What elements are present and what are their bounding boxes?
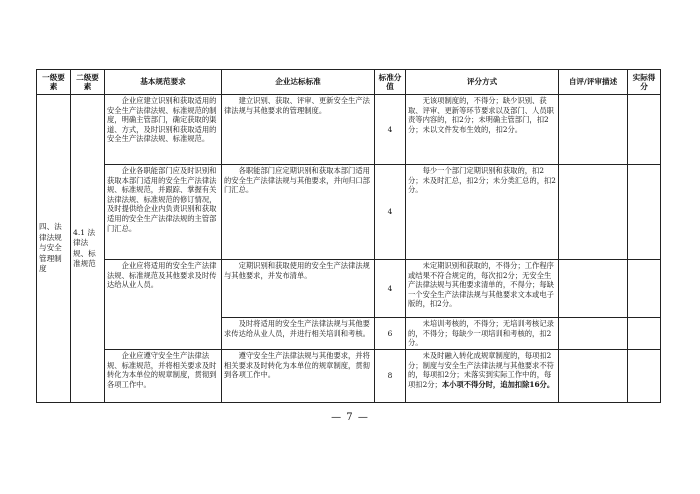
scoring-method-penalty: 本小项不得分时，追加扣除16分。 xyxy=(441,379,555,389)
actual-score-cell[interactable] xyxy=(628,350,661,403)
self-eval-cell[interactable] xyxy=(559,318,628,350)
scoring-method xyxy=(406,350,559,403)
enterprise-standard: 各职能部门应定期识别和获取本部门适用的安全生产法律法规与其他要求，并向归口部门汇总。 xyxy=(222,165,375,260)
header-actual: 实际得分 xyxy=(628,70,661,95)
actual-score-cell[interactable] xyxy=(628,260,661,318)
page-number: — 7 — xyxy=(331,412,369,423)
header-selfeval: 自评/评审描述 xyxy=(559,70,628,95)
self-eval-cell[interactable] xyxy=(559,350,628,403)
self-eval-cell[interactable] xyxy=(559,260,628,318)
actual-score-cell[interactable] xyxy=(628,95,661,165)
level1-element: 四、法律法规与安全管理制度 xyxy=(37,95,71,403)
table-row xyxy=(37,95,661,165)
header-lv1: 一级要素 xyxy=(37,70,71,95)
header-lv2: 二级要素 xyxy=(71,70,105,95)
actual-score-cell[interactable] xyxy=(628,165,661,260)
actual-score-cell[interactable] xyxy=(628,318,661,350)
scoring-method: 每少一个部门定期识别和获取的，扣2分；未及时汇总，扣2分；未分类汇总的，扣2分。 xyxy=(406,165,559,260)
enterprise-standard: 定期识别和获取使用的安全生产法律法规与其他要求，并发布清单。 xyxy=(222,260,375,318)
standard-score: 8 xyxy=(375,350,406,403)
self-eval-cell[interactable] xyxy=(559,95,628,165)
scoring-method: 无该项制度的，不得分；缺少识别、获取、评审、更新等环节要求以及部门、人员职责等内容的，扣2分；未明确主管部门，扣2分；未以文件发布生效的，扣2分。 xyxy=(406,95,559,165)
table-row xyxy=(37,165,661,260)
standards-table xyxy=(36,69,661,403)
scoring-method-text: 未及时融入转化成规章制度的，每项扣2分；制度与安全生产法律法规与其他要求不符的，每项扣2分；未落实到实际工作中的，每项扣2分； xyxy=(408,351,554,389)
enterprise-standard: 遵守安全生产法律法规与其他要求，并将相关要求及时转化为本单位的规章制度，贯彻到各项工作中。 xyxy=(222,350,375,403)
scoring-method: 未定期识别和获取的，不得分；工作程序或结果不符合规定的，每次扣2分；无安全生产法律法规与其他要求清单的，不得分；每缺一个安全生产法律法规与其他要求文本或电子版的，扣2分。 xyxy=(406,260,559,318)
standard-score: 6 xyxy=(375,318,406,350)
level2-element: 4.1 法律法规、标准规范 xyxy=(71,95,105,403)
basic-requirement: 企业应将适用的安全生产法律法规、标准规范及其他要求及时传达给从业人员。 xyxy=(105,260,222,350)
enterprise-standard: 建立识别、获取、评审、更新安全生产法律法规与其他要求的管理制度。 xyxy=(222,95,375,165)
table-row xyxy=(37,260,661,318)
header-method: 评分方式 xyxy=(406,70,559,95)
self-eval-cell[interactable] xyxy=(559,165,628,260)
standard-score: 4 xyxy=(375,260,406,318)
header-score: 标准分值 xyxy=(375,70,406,95)
basic-requirement: 企业各职能部门应及时识别和获取本部门适用的安全生产法律法规、标准规范，并跟踪、掌握有关法律法规、标准规范的修订情况，及时提供给企业内负责识别和获取适用的安全生产法律法规的主管部门汇总。 xyxy=(105,165,222,260)
table-row xyxy=(37,350,661,403)
scoring-method: 未培训考核的，不得分；无培训考核记录的，不得分；每缺少一项培训和考核的，扣2分。 xyxy=(406,318,559,350)
enterprise-standard: 及时将适用的安全生产法律法规与其他要求传达给从业人员，并进行相关培训和考核。 xyxy=(222,318,375,350)
header-row xyxy=(37,70,661,95)
header-standard: 企业达标标准 xyxy=(222,70,375,95)
standard-score: 4 xyxy=(375,95,406,165)
basic-requirement: 企业应建立识别和获取适用的安全生产法律法规、标准规范的制度，明确主管部门，确定获取的渠道、方式，及时识别和获取适用的安全生产法律法规、标准规范。 xyxy=(105,95,222,165)
header-basic: 基本规范要求 xyxy=(105,70,222,95)
basic-requirement: 企业应遵守安全生产法律法规、标准规范，并将相关要求及时转化为本单位的规章制度，贯彻到各项工作中。 xyxy=(105,350,222,403)
standard-score: 4 xyxy=(375,165,406,260)
